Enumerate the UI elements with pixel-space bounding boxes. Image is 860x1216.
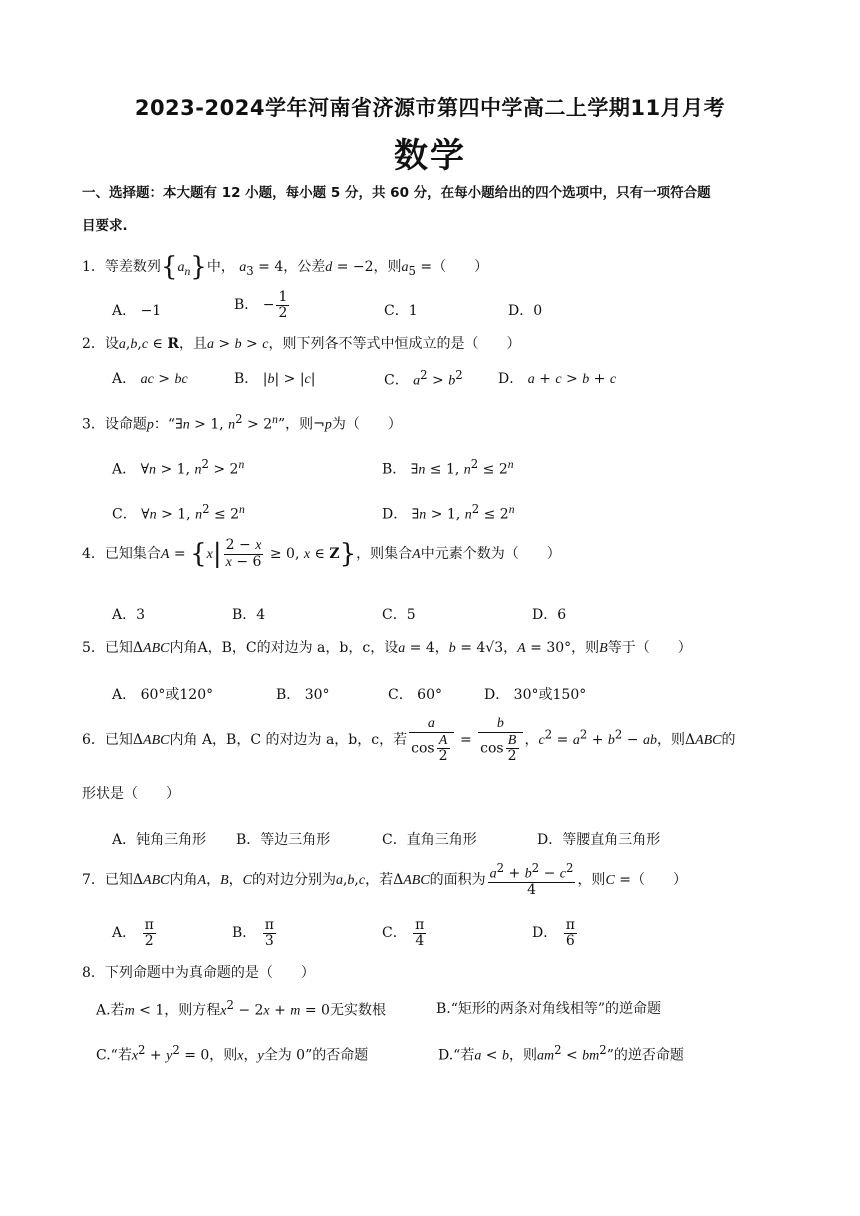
q3-option-d: D． ∃n > 1, $n^2 \le 2^n$: [382, 502, 515, 523]
question-6-cont: 形状是（ ）: [82, 786, 180, 802]
q5-option-b: B． 30°: [276, 687, 330, 703]
q8-option-b: B.“矩形的两条对角线相等”的逆命题: [436, 1001, 662, 1017]
question-3: 3．设命题p：“∃n > 1, $n^2 > 2^n$”，则¬p为（ ）: [82, 412, 402, 433]
q4-option-c: C．5: [382, 607, 416, 623]
q4-option-d: D．6: [532, 607, 567, 623]
section-heading: 一、选择题：本大题有 12 小题，每小题 5 分，共 60 分，在每小题给出的四个选项中，只有一项符合题: [82, 185, 711, 201]
q3-option-a: A． ∀n > 1, $n^2 > 2^n$: [112, 457, 245, 478]
q6-option-c: C．直角三角形: [382, 832, 477, 848]
q3-option-b: B． ∃n ≤ 1, $n^2 \le 2^n$: [382, 457, 514, 478]
q8-option-d: D.“若a < b，则$am^2 < bm^2$”的逆否命题: [438, 1043, 684, 1064]
q8-option-a: A.若m < 1，则方程$x^2 - 2x + m = 0$无实数根: [96, 998, 386, 1019]
q6-option-a: A．钝角三角形: [112, 832, 207, 848]
q7-option-d: D． $\frac{\pi}{6}$: [532, 917, 575, 949]
question-5: 5．已知ΔABC内角A，B，C的对边为 a，b，c，设a = 4，b = 4√3，A = 30°，则B等于（ ）: [82, 640, 692, 656]
exam-subject: 数学: [394, 136, 466, 176]
q8-option-c: C.“若$x^2 + y^2 = 0$，则x，y全为 0”的否命题: [96, 1043, 369, 1064]
q2-option-a: A． ac > bc: [112, 371, 188, 387]
section-heading-cont: 目要求.: [82, 218, 128, 234]
question-4: 4．已知集合A = {x| $\frac{2 - x}{x - 6}$ ≥ 0, x ∈ Z}，则集合A中元素个数为（ ）: [82, 537, 561, 570]
q5-option-a: A． 60°或120°: [112, 687, 214, 703]
q5-option-d: D． 30°或150°: [484, 687, 587, 703]
question-6: 6．已知ΔABC内角 A，B，C 的对边为 a，b，c，若 a cos $\frac{A}{2}$ = b cos $\frac{B}{2}$ ，$c^2 = a^2 + b^2$ − ab，则ΔABC的: [82, 716, 736, 765]
q7-option-c: C． $\frac{\pi}{4}$: [382, 917, 425, 949]
q2-option-b: B． |b| > |c|: [234, 371, 316, 387]
q4-option-a: A．3: [112, 607, 146, 623]
question-1: 1．等差数列$\{a_n\}$中， $a_3 = 4$，公差d = −2，则$a_5$ =（ ）: [82, 252, 489, 282]
q1-option-b: B． − $\frac{1}{2}$: [234, 289, 288, 321]
question-8: 8．下列命题中为真命题的是（ ）: [82, 965, 315, 981]
q5-option-c: C． 60°: [388, 687, 442, 703]
q6-option-b: B．等边三角形: [236, 832, 331, 848]
q1-option-a: A． −1: [112, 303, 162, 319]
question-7: 7．已知ΔABC内角A，B，C的对边分别为a,b,c，若ΔABC的面积为 $\frac{a^2 + b^2 - c^2}{4}$ ，则C =（ ）: [82, 861, 687, 899]
q4-option-b: B．4: [232, 607, 266, 623]
q1-option-d: D．0: [508, 303, 543, 319]
q7-option-a: A． $\frac{\pi}{2}$: [112, 917, 154, 949]
q3-option-c: C． ∀n > 1, $n^2 \le 2^n$: [112, 502, 245, 523]
q2-option-d: D． a + c > b + c: [498, 371, 617, 387]
q1-option-c: C．1: [384, 303, 418, 319]
question-2: 2．设a,b,c ∈ R，且a > b > c，则下列各不等式中恒成立的是（ ）: [82, 336, 521, 352]
q7-option-b: B． $\frac{\pi}{3}$: [232, 917, 274, 949]
exam-title: 2023-2024学年河南省济源市第四中学高二上学期11月月考: [134, 96, 726, 120]
q2-option-c: C． $a^2 > b^2$: [384, 368, 463, 389]
q6-option-d: D．等腰直角三角形: [537, 832, 661, 848]
